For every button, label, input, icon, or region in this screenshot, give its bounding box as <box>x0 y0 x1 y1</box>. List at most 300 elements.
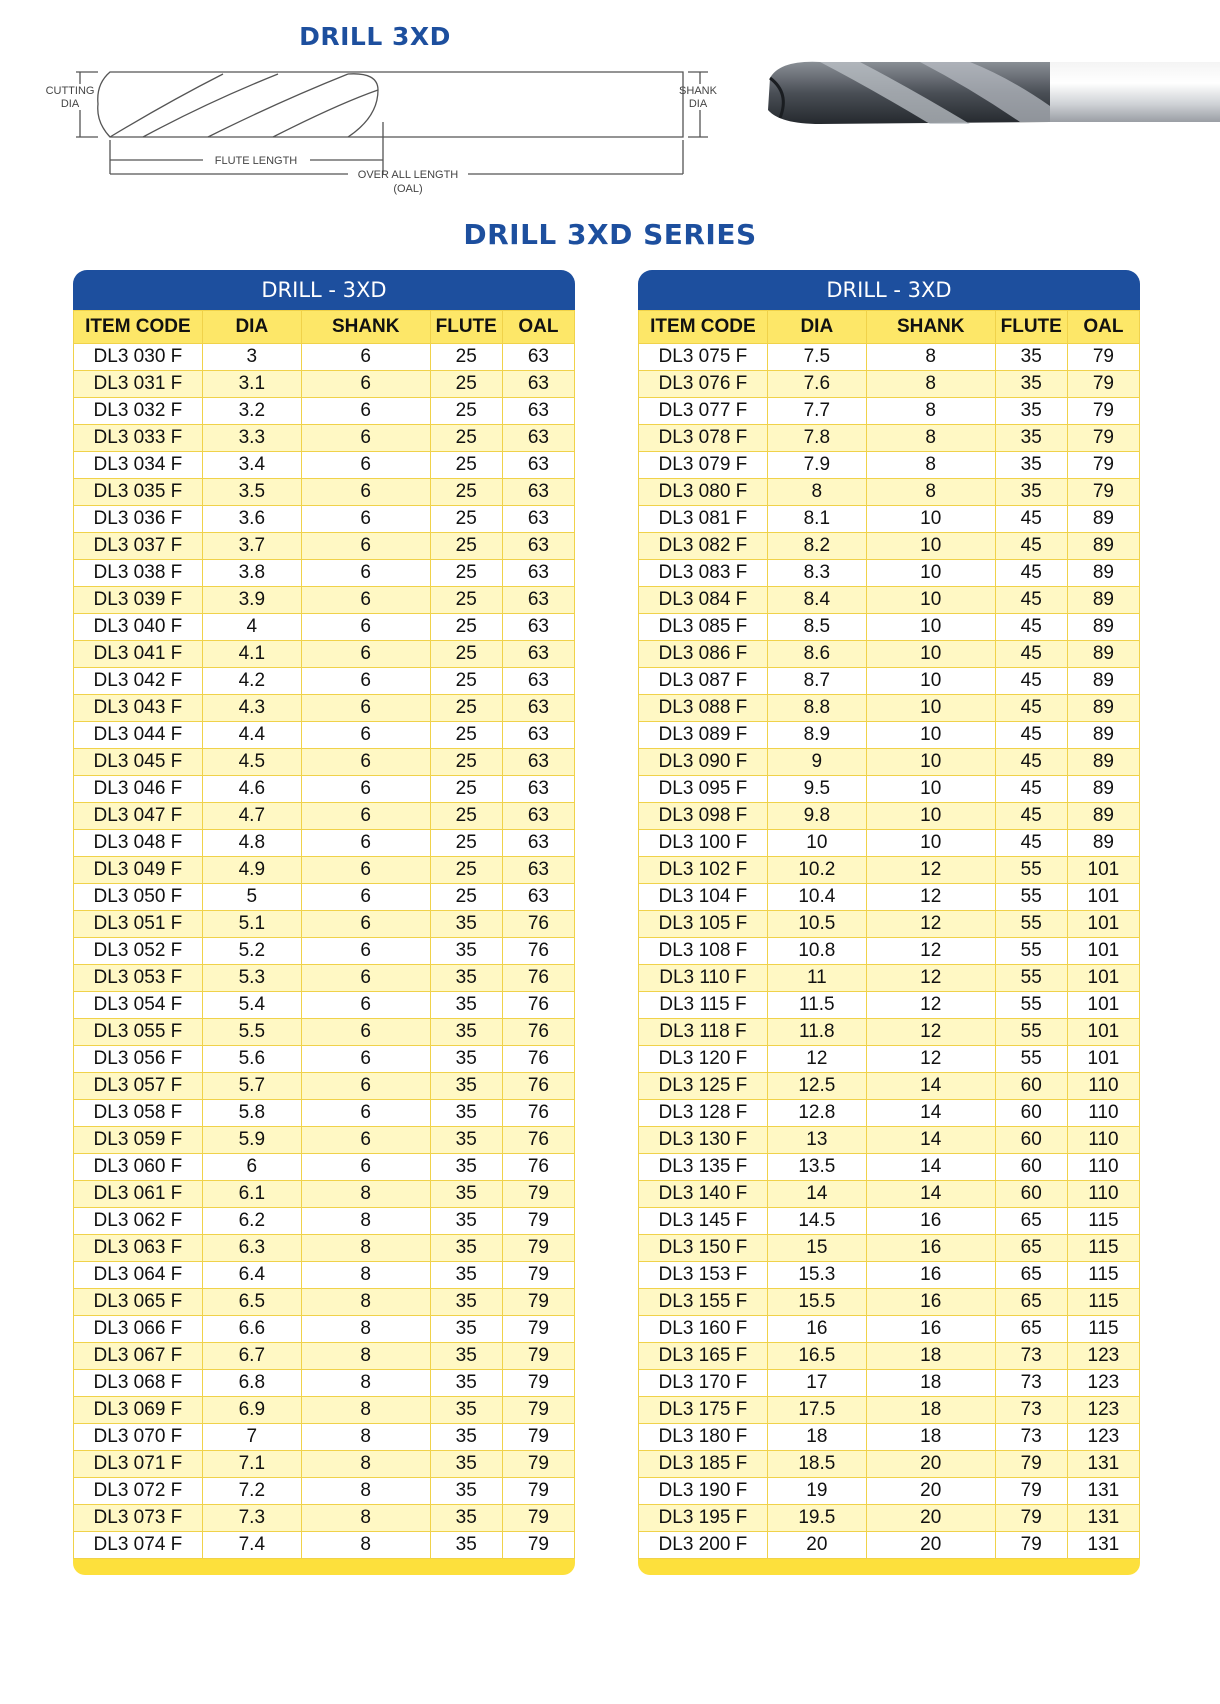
dia-cell: 18.5 <box>767 1451 866 1478</box>
drill-photo <box>750 58 1220 148</box>
dia-cell: 15.3 <box>767 1262 866 1289</box>
table-row <box>74 1046 575 1073</box>
item-code-cell: DL3 175 F <box>639 1397 768 1424</box>
oal-cell: 79 <box>502 1316 574 1343</box>
oal-cell: 89 <box>1067 587 1139 614</box>
table-row <box>74 776 575 803</box>
shank-cell: 8 <box>301 1397 430 1424</box>
flute-cell: 35 <box>995 398 1067 425</box>
shank-cell: 8 <box>301 1235 430 1262</box>
flute-cell: 65 <box>995 1316 1067 1343</box>
flute-cell: 25 <box>430 803 502 830</box>
item-code-cell: DL3 130 F <box>639 1127 768 1154</box>
dia-cell: 7.2 <box>202 1478 301 1505</box>
table-row <box>74 1100 575 1127</box>
dia-cell: 5 <box>202 884 301 911</box>
dia-cell: 13.5 <box>767 1154 866 1181</box>
oal-cell: 115 <box>1067 1289 1139 1316</box>
dia-cell: 8.2 <box>767 533 866 560</box>
item-code-cell: DL3 057 F <box>74 1073 203 1100</box>
oal-cell: 63 <box>502 533 574 560</box>
table-row <box>639 533 1140 560</box>
oal-cell: 89 <box>1067 749 1139 776</box>
item-code-cell: DL3 032 F <box>74 398 203 425</box>
shank-cell: 12 <box>866 992 995 1019</box>
dia-cell: 13 <box>767 1127 866 1154</box>
shank-cell: 12 <box>866 857 995 884</box>
item-code-cell: DL3 058 F <box>74 1100 203 1127</box>
flute-cell: 35 <box>430 1532 502 1559</box>
table-row <box>639 1100 1140 1127</box>
flute-cell: 55 <box>995 884 1067 911</box>
oal-cell: 89 <box>1067 695 1139 722</box>
flute-cell: 79 <box>995 1532 1067 1559</box>
shank-cell: 14 <box>866 1181 995 1208</box>
oal-cell: 76 <box>502 1073 574 1100</box>
dia-cell: 3.5 <box>202 479 301 506</box>
oal-cell: 79 <box>502 1343 574 1370</box>
shank-cell: 14 <box>866 1154 995 1181</box>
flute-cell: 35 <box>430 1073 502 1100</box>
shank-cell: 8 <box>866 479 995 506</box>
item-code-cell: DL3 076 F <box>639 371 768 398</box>
table-row <box>639 1343 1140 1370</box>
flute-cell: 35 <box>995 452 1067 479</box>
item-code-cell: DL3 086 F <box>639 641 768 668</box>
oal-cell: 63 <box>502 425 574 452</box>
item-code-cell: DL3 046 F <box>74 776 203 803</box>
shank-cell: 8 <box>866 344 995 371</box>
oal-cell: 115 <box>1067 1262 1139 1289</box>
flute-cell: 25 <box>430 344 502 371</box>
item-code-cell: DL3 153 F <box>639 1262 768 1289</box>
oal-cell: 79 <box>502 1397 574 1424</box>
dia-cell: 5.1 <box>202 911 301 938</box>
flute-cell: 25 <box>430 479 502 506</box>
table-row <box>74 1478 575 1505</box>
table-row <box>639 965 1140 992</box>
oal-cell: 63 <box>502 587 574 614</box>
flute-cell: 73 <box>995 1424 1067 1451</box>
item-code-cell: DL3 200 F <box>639 1532 768 1559</box>
flute-cell: 35 <box>430 1478 502 1505</box>
oal-cell: 63 <box>502 776 574 803</box>
shank-cell: 8 <box>866 371 995 398</box>
item-code-cell: DL3 081 F <box>639 506 768 533</box>
shank-cell: 6 <box>301 992 430 1019</box>
flute-cell: 55 <box>995 965 1067 992</box>
flute-cell: 35 <box>430 1451 502 1478</box>
shank-cell: 6 <box>301 884 430 911</box>
dia-cell: 8.5 <box>767 614 866 641</box>
table-row <box>74 506 575 533</box>
oal-cell: 63 <box>502 857 574 884</box>
table-row <box>639 1154 1140 1181</box>
oal-cell: 101 <box>1067 1046 1139 1073</box>
flute-length-label: FLUTE LENGTH <box>214 155 298 167</box>
dia-cell: 6.6 <box>202 1316 301 1343</box>
oal-cell: 89 <box>1067 614 1139 641</box>
flute-cell: 45 <box>995 614 1067 641</box>
drill-table-right <box>638 270 1140 1575</box>
oal-cell: 63 <box>502 884 574 911</box>
shank-cell: 6 <box>301 911 430 938</box>
shank-cell: 20 <box>866 1505 995 1532</box>
table-row <box>74 1262 575 1289</box>
item-code-cell: DL3 118 F <box>639 1019 768 1046</box>
item-code-cell: DL3 185 F <box>639 1451 768 1478</box>
item-code-cell: DL3 150 F <box>639 1235 768 1262</box>
shank-cell: 8 <box>301 1343 430 1370</box>
item-code-cell: DL3 040 F <box>74 614 203 641</box>
item-code-cell: DL3 108 F <box>639 938 768 965</box>
shank-cell: 6 <box>301 1154 430 1181</box>
shank-cell: 18 <box>866 1424 995 1451</box>
oal-cell: 131 <box>1067 1532 1139 1559</box>
flute-cell: 55 <box>995 1019 1067 1046</box>
flute-cell: 73 <box>995 1397 1067 1424</box>
shank-cell: 16 <box>866 1262 995 1289</box>
shank-cell: 16 <box>866 1235 995 1262</box>
flute-cell: 35 <box>430 965 502 992</box>
dia-cell: 7.5 <box>767 344 866 371</box>
dia-cell: 4.7 <box>202 803 301 830</box>
oal-cell: 79 <box>502 1532 574 1559</box>
table-row <box>639 452 1140 479</box>
flute-cell: 35 <box>430 1343 502 1370</box>
oal-cell: 76 <box>502 1019 574 1046</box>
flute-cell: 60 <box>995 1154 1067 1181</box>
oal-cell: 89 <box>1067 722 1139 749</box>
drill-dimension-diagram <box>45 62 717 202</box>
dia-cell: 5.7 <box>202 1073 301 1100</box>
item-code-cell: DL3 055 F <box>74 1019 203 1046</box>
dia-cell: 6.7 <box>202 1343 301 1370</box>
flute-cell: 25 <box>430 830 502 857</box>
item-code-cell: DL3 085 F <box>639 614 768 641</box>
oal-cell: 76 <box>502 1046 574 1073</box>
oal-cell: 63 <box>502 695 574 722</box>
table-row <box>639 1262 1140 1289</box>
shank-cell: 12 <box>866 884 995 911</box>
item-code-cell: DL3 034 F <box>74 452 203 479</box>
oal-cell: 63 <box>502 560 574 587</box>
flute-cell: 60 <box>995 1073 1067 1100</box>
column-header-flute: FLUTE <box>430 311 502 344</box>
dia-cell: 10.4 <box>767 884 866 911</box>
oal-cell: 76 <box>502 911 574 938</box>
shank-cell: 8 <box>301 1505 430 1532</box>
dia-cell: 4.8 <box>202 830 301 857</box>
dia-cell: 6.3 <box>202 1235 301 1262</box>
flute-cell: 35 <box>430 1289 502 1316</box>
oal-cell: 101 <box>1067 938 1139 965</box>
table-row <box>639 1127 1140 1154</box>
item-code-cell: DL3 063 F <box>74 1235 203 1262</box>
oal-cell: 101 <box>1067 911 1139 938</box>
shank-cell: 10 <box>866 776 995 803</box>
shank-cell: 6 <box>301 641 430 668</box>
spec-table-left <box>73 310 575 1559</box>
dia-cell: 9 <box>767 749 866 776</box>
oal-cell: 79 <box>1067 479 1139 506</box>
flute-cell: 55 <box>995 857 1067 884</box>
item-code-cell: DL3 165 F <box>639 1343 768 1370</box>
item-code-cell: DL3 054 F <box>74 992 203 1019</box>
table-row <box>639 911 1140 938</box>
shank-cell: 10 <box>866 695 995 722</box>
table-row <box>639 830 1140 857</box>
flute-cell: 65 <box>995 1235 1067 1262</box>
shank-cell: 16 <box>866 1289 995 1316</box>
dia-cell: 7.7 <box>767 398 866 425</box>
flute-cell: 35 <box>430 1397 502 1424</box>
dia-cell: 4.6 <box>202 776 301 803</box>
oal-cell: 79 <box>1067 452 1139 479</box>
table-row <box>74 1370 575 1397</box>
item-code-cell: DL3 088 F <box>639 695 768 722</box>
flute-cell: 45 <box>995 830 1067 857</box>
oal-cell: 79 <box>502 1505 574 1532</box>
column-header-oal: OAL <box>502 311 574 344</box>
table-row <box>74 749 575 776</box>
column-header-shank: SHANK <box>301 311 430 344</box>
oal-cell: 110 <box>1067 1154 1139 1181</box>
flute-cell: 79 <box>995 1505 1067 1532</box>
table-row <box>74 1073 575 1100</box>
oal-cell: 123 <box>1067 1397 1139 1424</box>
oal-cell: 79 <box>502 1478 574 1505</box>
item-code-cell: DL3 071 F <box>74 1451 203 1478</box>
column-header-item-code: ITEM CODE <box>639 311 768 344</box>
oal-cell: 79 <box>502 1181 574 1208</box>
shank-cell: 18 <box>866 1343 995 1370</box>
flute-cell: 35 <box>995 479 1067 506</box>
page-title: DRILL 3XD <box>299 22 451 51</box>
table-row <box>74 1127 575 1154</box>
table-row <box>639 506 1140 533</box>
dia-cell: 6.1 <box>202 1181 301 1208</box>
shank-cell: 18 <box>866 1397 995 1424</box>
shank-cell: 8 <box>301 1208 430 1235</box>
table-row <box>74 1505 575 1532</box>
shank-cell: 20 <box>866 1478 995 1505</box>
flute-cell: 35 <box>430 911 502 938</box>
dia-cell: 19 <box>767 1478 866 1505</box>
dia-cell: 10.2 <box>767 857 866 884</box>
oal-cell: 110 <box>1067 1100 1139 1127</box>
shank-cell: 6 <box>301 452 430 479</box>
oal-cell: 123 <box>1067 1424 1139 1451</box>
flute-cell: 35 <box>995 371 1067 398</box>
flute-cell: 35 <box>430 1208 502 1235</box>
oal-cell: 63 <box>502 668 574 695</box>
item-code-cell: DL3 098 F <box>639 803 768 830</box>
spec-table-right <box>638 310 1140 1559</box>
dia-cell: 16 <box>767 1316 866 1343</box>
table-row <box>74 857 575 884</box>
dia-cell: 10.8 <box>767 938 866 965</box>
item-code-cell: DL3 087 F <box>639 668 768 695</box>
table-row <box>74 1208 575 1235</box>
shank-cell: 6 <box>301 965 430 992</box>
item-code-cell: DL3 039 F <box>74 587 203 614</box>
item-code-cell: DL3 069 F <box>74 1397 203 1424</box>
table-row <box>639 614 1140 641</box>
flute-cell: 25 <box>430 776 502 803</box>
shank-cell: 10 <box>866 587 995 614</box>
dia-cell: 20 <box>767 1532 866 1559</box>
oal-cell: 63 <box>502 749 574 776</box>
table-row <box>74 1316 575 1343</box>
shank-cell: 6 <box>301 830 430 857</box>
shank-cell: 6 <box>301 722 430 749</box>
flute-cell: 60 <box>995 1100 1067 1127</box>
flute-cell: 35 <box>430 1424 502 1451</box>
table-row <box>639 1046 1140 1073</box>
dia-cell: 17.5 <box>767 1397 866 1424</box>
flute-cell: 45 <box>995 695 1067 722</box>
flute-cell: 45 <box>995 803 1067 830</box>
dia-cell: 7.9 <box>767 452 866 479</box>
item-code-cell: DL3 110 F <box>639 965 768 992</box>
oal-cell: 76 <box>502 1100 574 1127</box>
shank-cell: 8 <box>866 425 995 452</box>
item-code-cell: DL3 077 F <box>639 398 768 425</box>
dia-cell: 6 <box>202 1154 301 1181</box>
item-code-cell: DL3 050 F <box>74 884 203 911</box>
item-code-cell: DL3 140 F <box>639 1181 768 1208</box>
column-header-oal: OAL <box>1067 311 1139 344</box>
table-row <box>639 560 1140 587</box>
table-row <box>74 425 575 452</box>
oal-cell: 63 <box>502 479 574 506</box>
table-row <box>74 965 575 992</box>
shank-cell: 6 <box>301 425 430 452</box>
dia-cell: 8.7 <box>767 668 866 695</box>
table-row <box>639 1370 1140 1397</box>
table-row <box>639 587 1140 614</box>
shank-cell: 8 <box>301 1451 430 1478</box>
dia-cell: 8.6 <box>767 641 866 668</box>
shank-cell: 12 <box>866 1046 995 1073</box>
dia-cell: 7.6 <box>767 371 866 398</box>
shank-cell: 10 <box>866 830 995 857</box>
dia-cell: 15 <box>767 1235 866 1262</box>
column-header-shank: SHANK <box>866 311 995 344</box>
item-code-cell: DL3 031 F <box>74 371 203 398</box>
table-row <box>639 695 1140 722</box>
dia-cell: 14 <box>767 1181 866 1208</box>
item-code-cell: DL3 180 F <box>639 1424 768 1451</box>
item-code-cell: DL3 049 F <box>74 857 203 884</box>
dia-cell: 5.4 <box>202 992 301 1019</box>
shank-cell: 6 <box>301 749 430 776</box>
shank-cell: 10 <box>866 641 995 668</box>
flute-cell: 35 <box>430 938 502 965</box>
oal-cell: 63 <box>502 452 574 479</box>
oal-cell: 110 <box>1067 1073 1139 1100</box>
flute-cell: 25 <box>430 722 502 749</box>
flute-cell: 45 <box>995 560 1067 587</box>
item-code-cell: DL3 075 F <box>639 344 768 371</box>
item-code-cell: DL3 170 F <box>639 1370 768 1397</box>
item-code-cell: DL3 061 F <box>74 1181 203 1208</box>
overall-length-label: OVER ALL LENGTH <box>357 169 459 181</box>
table-row <box>639 1505 1140 1532</box>
shank-cell: 6 <box>301 668 430 695</box>
dia-cell: 8.4 <box>767 587 866 614</box>
dia-cell: 10 <box>767 830 866 857</box>
flute-cell: 35 <box>430 992 502 1019</box>
item-code-cell: DL3 052 F <box>74 938 203 965</box>
shank-cell: 6 <box>301 1073 430 1100</box>
oal-cell: 63 <box>502 398 574 425</box>
dia-cell: 6.8 <box>202 1370 301 1397</box>
item-code-cell: DL3 068 F <box>74 1370 203 1397</box>
oal-cell: 79 <box>502 1262 574 1289</box>
flute-cell: 79 <box>995 1478 1067 1505</box>
shank-dia-label: SHANK <box>679 85 717 97</box>
dia-cell: 3.3 <box>202 425 301 452</box>
cutting-dia-label: CUTTING <box>45 85 95 97</box>
oal-cell: 89 <box>1067 641 1139 668</box>
shank-cell: 8 <box>301 1532 430 1559</box>
oal-cell: 79 <box>1067 371 1139 398</box>
item-code-cell: DL3 190 F <box>639 1478 768 1505</box>
item-code-cell: DL3 105 F <box>639 911 768 938</box>
shank-cell: 12 <box>866 1019 995 1046</box>
item-code-cell: DL3 100 F <box>639 830 768 857</box>
shank-cell: 6 <box>301 1046 430 1073</box>
oal-cell: 110 <box>1067 1181 1139 1208</box>
item-code-cell: DL3 048 F <box>74 830 203 857</box>
shank-cell: 14 <box>866 1127 995 1154</box>
column-header-dia: DIA <box>767 311 866 344</box>
oal-cell: 101 <box>1067 1019 1139 1046</box>
oal-cell: 63 <box>502 344 574 371</box>
flute-cell: 45 <box>995 776 1067 803</box>
oal-cell: 79 <box>502 1451 574 1478</box>
table-header-left: DRILL - 3XD <box>73 270 575 310</box>
flute-cell: 45 <box>995 722 1067 749</box>
flute-cell: 65 <box>995 1208 1067 1235</box>
shank-cell: 14 <box>866 1073 995 1100</box>
dia-cell: 11.8 <box>767 1019 866 1046</box>
item-code-cell: DL3 120 F <box>639 1046 768 1073</box>
oal-cell: 89 <box>1067 776 1139 803</box>
flute-cell: 45 <box>995 668 1067 695</box>
item-code-cell: DL3 033 F <box>74 425 203 452</box>
table-row <box>639 992 1140 1019</box>
shank-cell: 12 <box>866 911 995 938</box>
shank-cell: 10 <box>866 560 995 587</box>
item-code-cell: DL3 042 F <box>74 668 203 695</box>
oal-cell: 101 <box>1067 992 1139 1019</box>
table-row <box>639 749 1140 776</box>
flute-cell: 73 <box>995 1343 1067 1370</box>
table-footer-left <box>73 1559 575 1575</box>
oal-cell: 79 <box>1067 344 1139 371</box>
dia-cell: 4.4 <box>202 722 301 749</box>
table-row <box>74 452 575 479</box>
flute-cell: 45 <box>995 533 1067 560</box>
flute-cell: 35 <box>430 1370 502 1397</box>
dia-cell: 7.8 <box>767 425 866 452</box>
flute-cell: 55 <box>995 938 1067 965</box>
table-row <box>74 1235 575 1262</box>
table-row <box>639 479 1140 506</box>
